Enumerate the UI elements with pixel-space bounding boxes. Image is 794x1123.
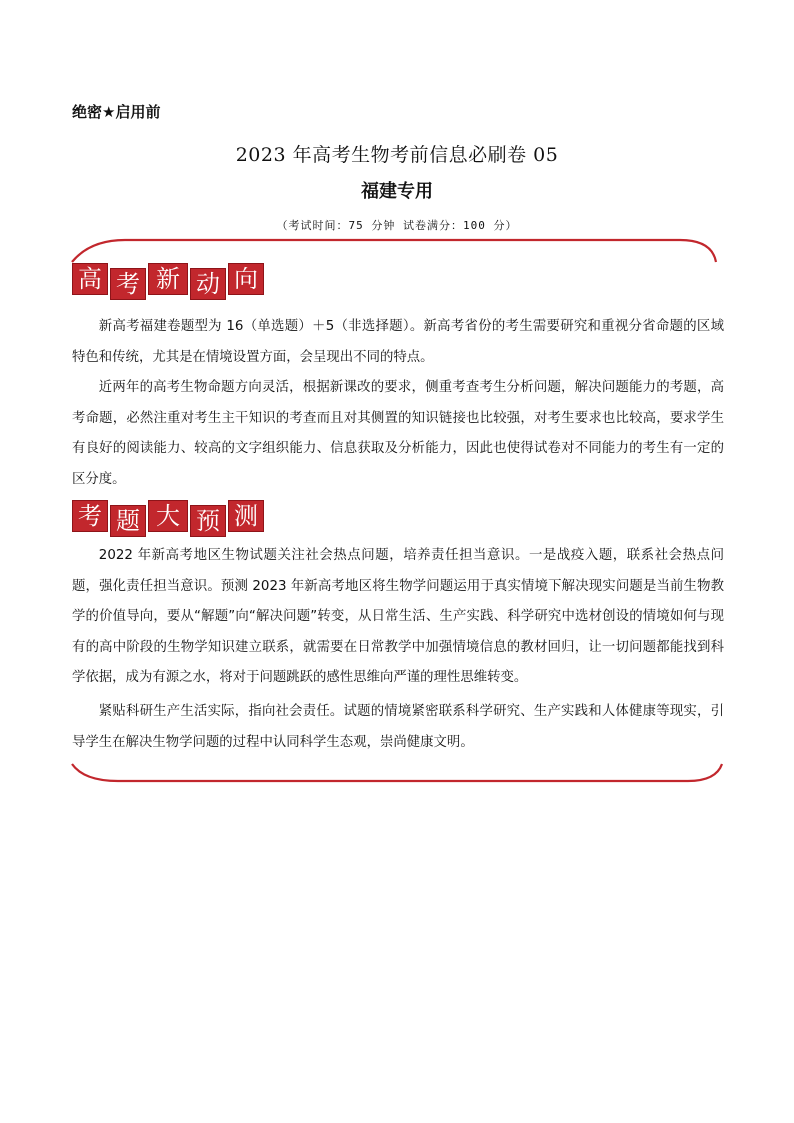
paragraph: 紧贴科研生产生活实际，指向社会责任。试题的情境紧密联系科学研究、生产实践和人体健康等现实，引导学生在解决生物学问题的过程中认同科学生态观，崇尚健康文明。: [72, 704, 724, 750]
banner-char: 考: [72, 500, 108, 532]
page-title: 2023 年高考生物考前信息必刷卷 05: [235, 144, 559, 166]
paragraph: 近两年的高考生物命题方向灵活，根据新课改的要求，侧重考查考生分析问题，解决问题能力的考题，高考命题，必然注重对考生主干知识的考查而且对其侧置的知识链接也比较强，对考生要求也比较高，要求学生有良好的阅读能力、较高的文字组织能力、信息获取及分析能力，因此也使得试卷对不同能力的考生有一定的区分度。: [72, 380, 724, 487]
exam-info: （考试时间：75 分钟 试卷满分：100 分）: [276, 219, 518, 232]
paragraph: 新高考福建卷题型为 16（单选题）＋5（非选择题）。新高考省份的考生需要研究和重视分省命题的区域特色和传统，尤其是在情境设置方面，会呈现出不同的特点。: [72, 319, 724, 365]
secret-label: 绝密★启用前: [72, 103, 161, 121]
banner-char: 高: [72, 263, 108, 295]
banner-gaokao-trends: [72, 263, 266, 298]
banner-char: 考: [110, 268, 146, 300]
banner-char: 大: [148, 500, 188, 532]
frame-top-arc: [72, 240, 716, 262]
banner-char: 新: [148, 263, 188, 295]
page-subtitle: 福建专用: [361, 181, 433, 202]
banner-exam-prediction: [72, 500, 266, 535]
frame-bottom-arc: [72, 764, 722, 781]
banner-char: 测: [228, 500, 264, 532]
banner-char: 动: [190, 268, 226, 300]
banner-char: 预: [190, 505, 226, 537]
banner-char: 向: [228, 263, 264, 295]
banner-char: 题: [110, 505, 146, 537]
paragraph: 2022 年新高考地区生物试题关注社会热点问题，培养责任担当意识。一是战疫入题，联系社会热点问题，强化责任担当意识。预测 2023 年新高考地区将生物学问题运用于真实情境下解决现实问题是当前生物教学的价值导向，要从“解题”向“解决问题”转变，从日常生活、生产实践、科学研究中选材创设的情境如何与现有的高中阶段的生物学知识建立联系，就需要在日常教学中加强情境信息的教材回归，让一切问题都能找到科学依据，成为有源之水，将对于问题跳跃的感性思维向严谨的理性思维转变。: [72, 548, 724, 685]
